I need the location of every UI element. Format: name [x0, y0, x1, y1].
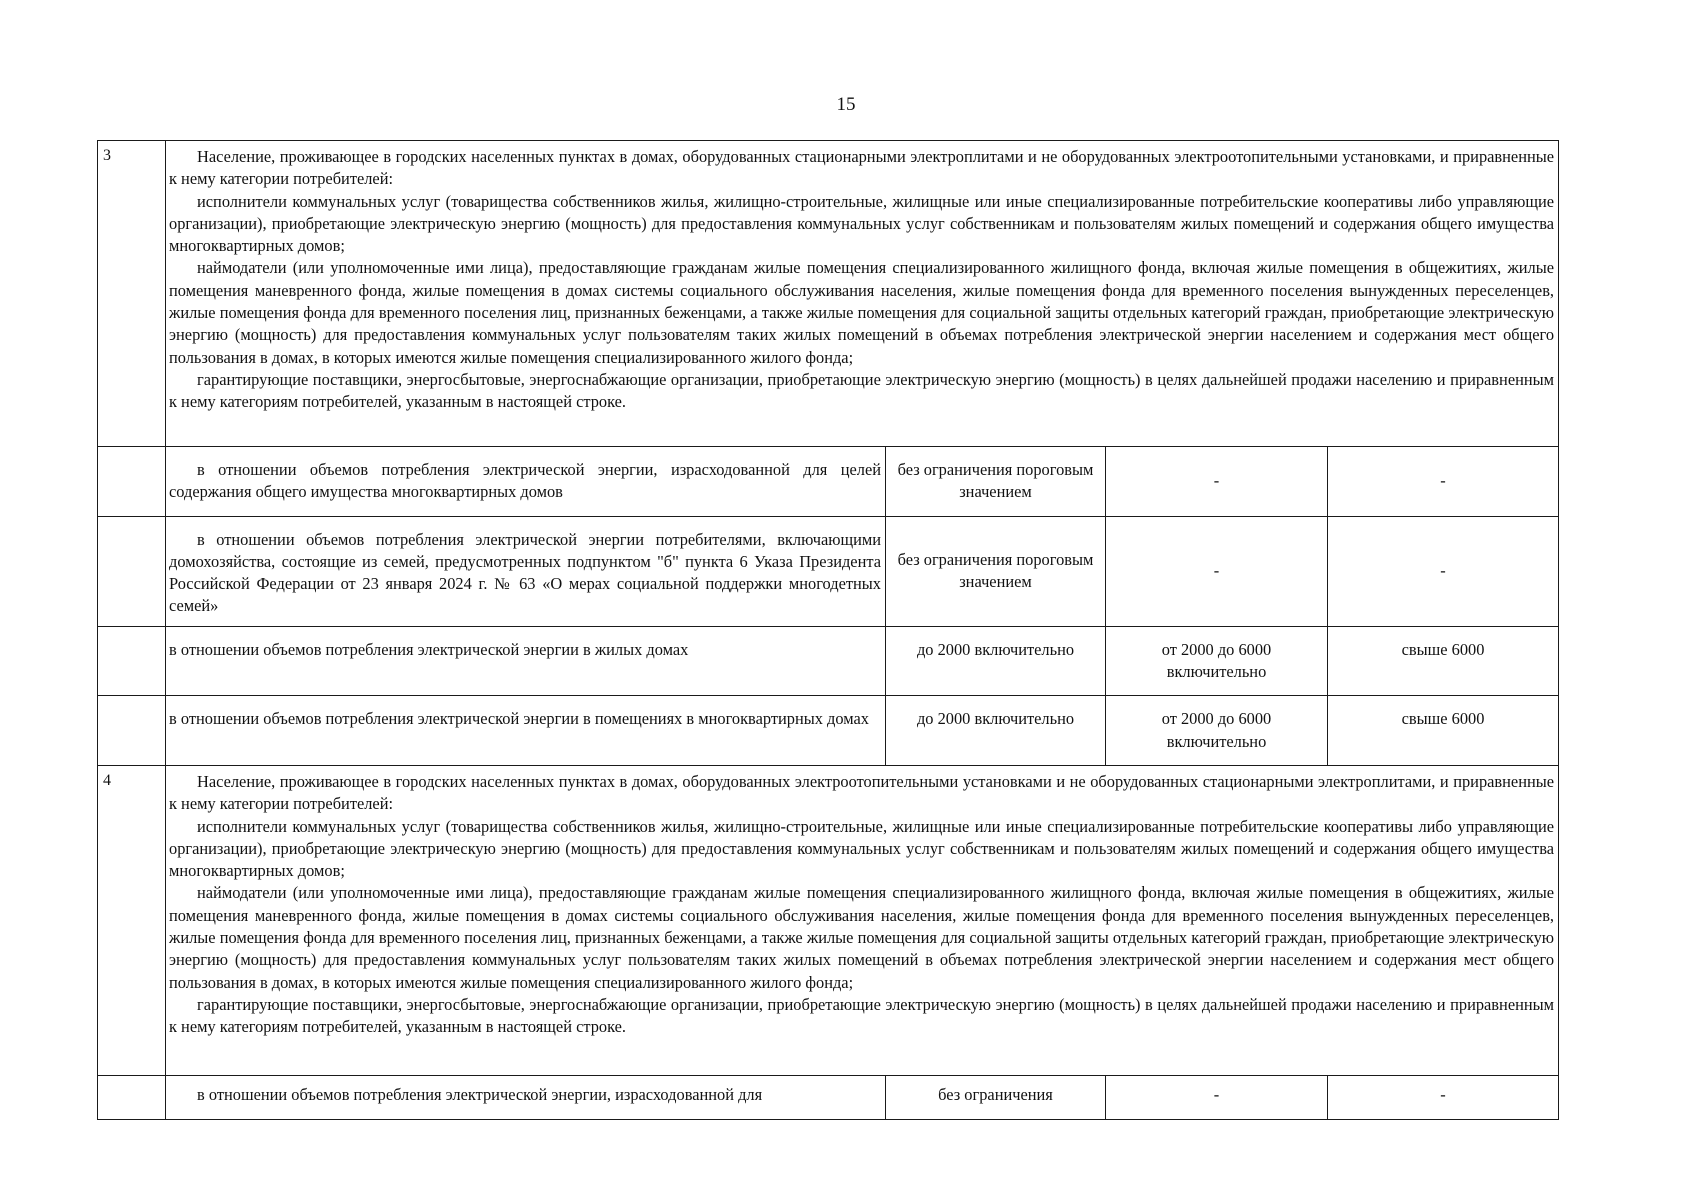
- consumption-label: в отношении объемов потребления электрической энергии, израсходованной для целей содержания общего имущества многоквартирных домов: [166, 447, 886, 517]
- row-heading: Население, проживающее в городских населенных пунктах в домах, оборудованных стационарными электроплитами и не оборудованных электроотопительными установками, и приравненные к нему категории потребителей:: [169, 147, 1555, 189]
- threshold-value-1: без ограничения пороговым значением: [886, 516, 1106, 626]
- row-paragraph: исполнители коммунальных услуг (товарищества собственников жилья, жилищно-строительные, жилищные или иные специализированные потребительские кооперативы либо управляющие организации), приобретающие электрическую энергию (мощность) для предоставления коммунальных услуг собственникам и пользователям жилых помещений и содержания общего имущества многоквартирных домов;: [169, 191, 1555, 256]
- row-paragraph: исполнители коммунальных услуг (товарищества собственников жилья, жилищно-строительные, жилищные или иные специализированные потребительские кооперативы либо управляющие организации), приобретающие электрическую энергию (мощность) для предоставления коммунальных услуг собственникам и пользователям жилых помещений и содержания общего имущества многоквартирных домов;: [169, 816, 1555, 881]
- table-row: [98, 516, 1559, 626]
- threshold-value-3: -: [1328, 447, 1559, 517]
- threshold-value-1: без ограничения пороговым значением: [886, 447, 1106, 517]
- threshold-value-1: без ограничения: [886, 1075, 1106, 1119]
- table-row: [98, 1075, 1559, 1119]
- threshold-value-2: -: [1106, 447, 1328, 517]
- threshold-value-1: до 2000 включительно: [886, 696, 1106, 766]
- page-number: 15: [836, 94, 856, 115]
- empty-number-cell: [98, 626, 166, 696]
- table-row: [98, 696, 1559, 766]
- threshold-value-3: свыше 6000: [1328, 626, 1559, 696]
- row-description: [166, 141, 1559, 447]
- table-row-3: [98, 141, 1559, 447]
- threshold-value-2: -: [1106, 1075, 1328, 1119]
- empty-number-cell: [98, 516, 166, 626]
- threshold-value-3: свыше 6000: [1328, 696, 1559, 766]
- threshold-value-2: от 2000 до 6000 включительно: [1106, 626, 1328, 696]
- consumption-label: в отношении объемов потребления электрической энергии в помещениях в многоквартирных домах: [166, 696, 886, 766]
- row-description: [166, 765, 1559, 1075]
- consumption-label: в отношении объемов потребления электрической энергии, израсходованной для: [166, 1075, 886, 1119]
- threshold-value-3: -: [1328, 516, 1559, 626]
- empty-number-cell: [98, 447, 166, 517]
- consumption-label: в отношении объемов потребления электрической энергии потребителями, включающими домохозяйства, состоящие из семей, предусмотренных подпунктом "б" пункта 6 Указа Президента Российской Федерации от 23 января 2024 г. № 63 «О мерах социальной поддержки многодетных семей»: [166, 516, 886, 626]
- table-row: [98, 626, 1559, 696]
- threshold-value-3: -: [1328, 1075, 1559, 1119]
- row-paragraph: гарантирующие поставщики, энергосбытовые, энергоснабжающие организации, приобретающие электрическую энергию (мощность) в целях дальнейшей продажи населению и приравненным к нему категориям потребителей, указанным в настоящей строке.: [169, 369, 1555, 412]
- table-row: [98, 447, 1559, 517]
- consumption-label: в отношении объемов потребления электрической энергии в жилых домах: [166, 626, 886, 696]
- threshold-value-1: до 2000 включительно: [886, 626, 1106, 696]
- empty-number-cell: [98, 696, 166, 766]
- threshold-value-2: -: [1106, 516, 1328, 626]
- row-number: 4: [98, 765, 166, 1075]
- threshold-value-2: от 2000 до 6000 включительно: [1106, 696, 1328, 766]
- tariff-table: [97, 140, 1559, 1120]
- row-paragraph: наймодатели (или уполномоченные ими лица), предоставляющие гражданам жилые помещения специализированного жилищного фонда, включая жилые помещения в общежитиях, жилые помещения маневренного фонда, жилые помещения в домах системы социального обслуживания населения, жилые помещения фонда для временного поселения вынужденных переселенцев, жилые помещения фонда для временного поселения лиц, признанных беженцами, а также жилые помещения для социальной защиты отдельных категорий граждан, приобретающие электрическую энергию (мощность) для предоставления коммунальных услуг пользователям таких жилых помещений в объемах потребления электрической энергии населением и содержания мест общего пользования в домах, в которых имеются жилые помещения специализированного жилого фонда;: [169, 258, 1555, 367]
- row-number: 3: [98, 141, 166, 447]
- row-paragraph: гарантирующие поставщики, энергосбытовые, энергоснабжающие организации, приобретающие электрическую энергию (мощность) в целях дальнейшей продажи населению и приравненным к нему категориям потребителей, указанным в настоящей строке.: [169, 994, 1555, 1037]
- row-paragraph: наймодатели (или уполномоченные ими лица), предоставляющие гражданам жилые помещения специализированного жилищного фонда, включая жилые помещения в общежитиях, жилые помещения маневренного фонда, жилые помещения в домах системы социального обслуживания населения, жилые помещения фонда для временного поселения вынужденных переселенцев, жилые помещения фонда для временного поселения лиц, признанных беженцами, а также жилые помещения для социальной защиты отдельных категорий граждан, приобретающие электрическую энергию (мощность) для предоставления коммунальных услуг пользователям таких жилых помещений в объемах потребления электрической энергии населением и содержания мест общего пользования в домах, в которых имеются жилые помещения специализированного жилого фонда;: [169, 883, 1555, 992]
- table-row-4: [98, 765, 1559, 1075]
- row-heading: Население, проживающее в городских населенных пунктах в домах, оборудованных электроотопительными установками и не оборудованных стационарными электроплитами, и приравненные к нему категории потребителей:: [169, 771, 1555, 814]
- empty-number-cell: [98, 1075, 166, 1119]
